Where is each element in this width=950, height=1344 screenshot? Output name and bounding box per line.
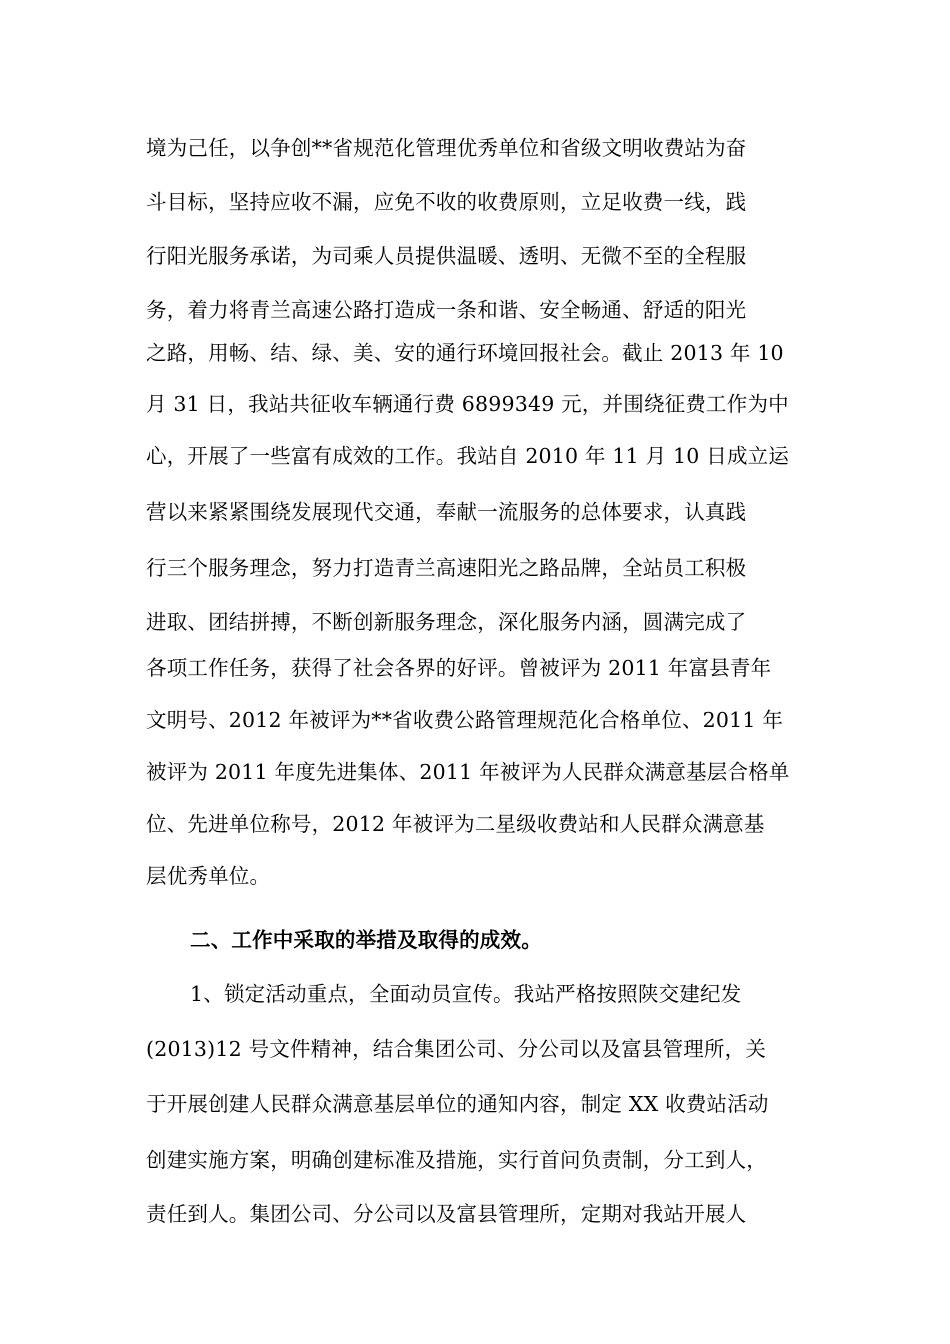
body-line: (2013)12 号文件精神，结合集团公司、分公司以及富县管理所，关 bbox=[146, 1037, 767, 1061]
body-line: 1、锁定活动重点，全面动员宣传。我站严格按照陕交建纪发 bbox=[190, 982, 742, 1006]
body-line: 于开展创建人民群众满意基层单位的通知内容，制定 XX 收费站活动 bbox=[146, 1092, 769, 1116]
body-line: 创建实施方案，明确创建标准及措施，实行首问负责制，分工到人， bbox=[146, 1148, 767, 1172]
body-line: 被评为 2011 年度先进集体、2011 年被评为人民群众满意基层合格单 bbox=[146, 760, 790, 784]
body-line: 营以来紧紧围绕发展现代交通，奉献一流服务的总体要求，认真践 bbox=[146, 500, 747, 524]
body-line: 层优秀单位。 bbox=[146, 864, 271, 888]
body-line: 文明号、2012 年被评为**省收费公路管理规范化合格单位、2011 年 bbox=[146, 708, 784, 732]
body-line: 境为己任，以争创**省规范化管理优秀单位和省级文明收费站为奋 bbox=[146, 136, 747, 160]
body-line: 行三个服务理念，努力打造青兰高速阳光之路品牌，全站员工积极 bbox=[146, 556, 747, 580]
body-line: 心，开展了一些富有成效的工作。我站自 2010 年 11 月 10 日成立运 bbox=[146, 444, 790, 468]
body-line: 务，着力将青兰高速公路打造成一条和谐、安全畅通、舒适的阳光 bbox=[146, 298, 747, 322]
body-line: 各项工作任务，获得了社会各界的好评。曾被评为 2011 年富县青年 bbox=[146, 656, 772, 680]
section-heading: 二、工作中采取的举措及取得的成效。 bbox=[190, 928, 542, 952]
body-line: 斗目标，坚持应收不漏，应免不收的收费原则，立足收费一线，践 bbox=[146, 190, 747, 214]
body-line: 责任到人。集团公司、分公司以及富县管理所，定期对我站开展人 bbox=[146, 1202, 747, 1226]
body-line: 进取、团结拼搏，不断创新服务理念，深化服务内涵，圆满完成了 bbox=[146, 610, 747, 634]
body-line: 之路，用畅、结、绿、美、安的通行环境回报社会。截止 2013 年 10 bbox=[146, 341, 784, 365]
body-line: 月 31 日，我站共征收车辆通行费 6899349 元，并围绕征费工作为中 bbox=[146, 392, 789, 416]
body-line: 位、先进单位称号，2012 年被评为二星级收费站和人民群众满意基 bbox=[146, 812, 765, 836]
body-line: 行阳光服务承诺，为司乘人员提供温暖、透明、无微不至的全程服 bbox=[146, 244, 747, 268]
